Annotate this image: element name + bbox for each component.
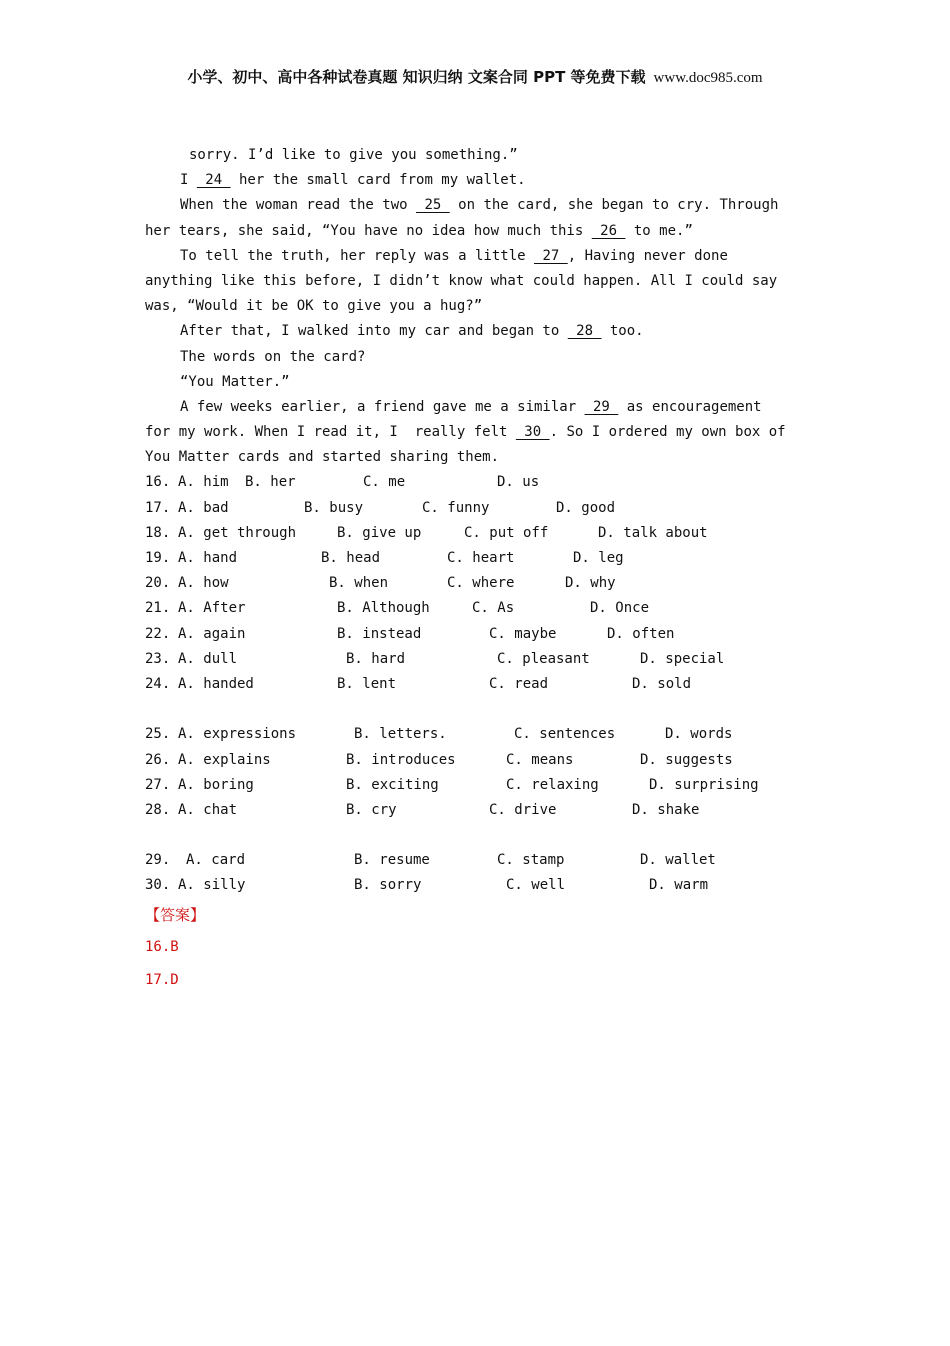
option-b: B. resume bbox=[354, 852, 430, 869]
option-b: B. instead bbox=[337, 625, 422, 642]
option-b: B. head bbox=[321, 550, 381, 566]
option-b: B. busy bbox=[304, 499, 364, 516]
blank-30: 30 bbox=[515, 424, 550, 441]
spacer bbox=[145, 697, 825, 722]
question-row-25 bbox=[145, 722, 825, 747]
option-c: C. me bbox=[363, 474, 406, 491]
option-b: B. letters. bbox=[354, 726, 447, 743]
passage-line: her tears, she said, “You have no idea how much this 26 to me.” bbox=[145, 222, 693, 239]
blank-26: 26 bbox=[591, 222, 626, 239]
blank-25: 25 bbox=[416, 197, 450, 214]
question-row-21 bbox=[145, 596, 825, 621]
option-c: C. drive bbox=[489, 801, 557, 818]
option-a: A. After bbox=[178, 600, 246, 617]
option-c: C. maybe bbox=[489, 625, 557, 642]
option-a: A. boring bbox=[178, 776, 254, 793]
option-c: C. relaxing bbox=[506, 776, 599, 793]
passage-line: You Matter cards and started sharing them. bbox=[145, 449, 500, 466]
question-row-20 bbox=[145, 571, 825, 596]
page-header bbox=[0, 66, 950, 87]
question-row-28 bbox=[145, 798, 825, 823]
option-c: C. pleasant bbox=[497, 650, 590, 667]
question-number: 24. bbox=[145, 675, 171, 692]
passage-line: After that, I walked into my car and began to 28 too. bbox=[180, 323, 644, 340]
option-b: B. cry bbox=[346, 801, 397, 818]
answer-title: 【答案】 bbox=[145, 905, 206, 924]
option-d: D. talk about bbox=[598, 524, 708, 541]
option-b: B. sorry bbox=[354, 877, 422, 894]
option-d: D. special bbox=[640, 650, 725, 667]
header-title: 小学、初中、高中各种试卷真题 知识归纳 文案合同 PPT 等免费下载 bbox=[187, 68, 646, 86]
question-number: 29. bbox=[145, 852, 171, 869]
option-a: A. expressions bbox=[178, 726, 297, 743]
question-number: 25. bbox=[145, 726, 171, 743]
option-b: B. exciting bbox=[346, 776, 439, 793]
question-row-17 bbox=[145, 496, 825, 521]
option-c: C. well bbox=[506, 877, 566, 894]
option-d: D. why bbox=[565, 575, 616, 592]
question-number: 16. bbox=[145, 474, 171, 491]
question-number: 17. bbox=[145, 499, 171, 516]
question-row-23 bbox=[145, 647, 825, 672]
option-a: A. dull bbox=[178, 650, 238, 667]
option-d: D. us bbox=[497, 474, 540, 491]
option-c: C. As bbox=[472, 600, 515, 617]
option-a: A. him bbox=[178, 474, 229, 491]
question-row-29 bbox=[145, 848, 825, 873]
option-a: A. hand bbox=[178, 550, 238, 566]
question-number: 26. bbox=[145, 751, 171, 768]
option-b: B. lent bbox=[337, 675, 397, 692]
passage-line: I 24 her the small card from my wallet. bbox=[180, 172, 526, 189]
option-d: D. wallet bbox=[640, 852, 716, 869]
passage-line: The words on the card? bbox=[180, 348, 366, 365]
question-row-24 bbox=[145, 672, 825, 697]
passage bbox=[145, 143, 825, 470]
question-number: 28. bbox=[145, 801, 171, 818]
passage-line: was, “Would it be OK to give you a hug?” bbox=[145, 298, 483, 315]
passage-line: A few weeks earlier, a friend gave me a similar 29 as encouragement bbox=[180, 398, 762, 415]
question-number: 27. bbox=[145, 776, 171, 793]
option-d: D. warm bbox=[649, 877, 709, 894]
question-number: 19. bbox=[145, 550, 171, 566]
option-d: D. shake bbox=[632, 801, 700, 818]
question-row-16 bbox=[145, 470, 825, 495]
option-c: C. sentences bbox=[514, 726, 616, 743]
question-row-18 bbox=[145, 521, 825, 546]
question-row-27 bbox=[145, 773, 825, 798]
option-d: D. often bbox=[607, 625, 675, 642]
question-number: 23. bbox=[145, 650, 171, 667]
question-number: 18. bbox=[145, 524, 171, 541]
option-b: B. give up bbox=[337, 524, 422, 541]
question-number: 30. bbox=[145, 877, 171, 894]
option-a: A. silly bbox=[178, 877, 246, 894]
option-d: D. good bbox=[556, 499, 616, 516]
passage-line: To tell the truth, her reply was a little 27 , Having never done bbox=[180, 247, 728, 264]
question-row-22 bbox=[145, 622, 825, 647]
blank-28: 28 bbox=[567, 323, 602, 340]
header-url[interactable]: www.doc985.com bbox=[653, 70, 763, 86]
option-d: D. surprising bbox=[649, 776, 759, 793]
question-row-19 bbox=[145, 546, 825, 571]
passage-line: anything like this before, I didn’t know what could happen. All I could say bbox=[145, 272, 778, 289]
passage-line: “You Matter.” bbox=[180, 373, 290, 390]
option-c: C. where bbox=[447, 575, 515, 592]
option-a: A. again bbox=[178, 625, 246, 642]
option-a: A. card bbox=[186, 852, 246, 869]
option-c: C. means bbox=[506, 751, 574, 768]
question-list bbox=[145, 470, 825, 898]
option-b: B. introduces bbox=[346, 751, 456, 768]
spacer bbox=[145, 823, 825, 848]
option-a: A. chat bbox=[178, 801, 238, 818]
blank-24: 24 bbox=[196, 172, 231, 189]
blank-29: 29 bbox=[584, 398, 619, 415]
option-a: A. handed bbox=[178, 675, 254, 692]
question-number: 22. bbox=[145, 625, 171, 642]
option-c: C. heart bbox=[447, 550, 515, 566]
option-c: C. funny bbox=[422, 499, 490, 516]
question-number: 21. bbox=[145, 600, 171, 617]
passage-line: sorry. I’d like to give you something.” bbox=[189, 147, 518, 163]
option-b: B. her bbox=[245, 474, 296, 491]
option-d: D. Once bbox=[590, 600, 650, 617]
option-d: D. suggests bbox=[640, 751, 733, 768]
answer-section bbox=[145, 899, 825, 997]
option-d: D. words bbox=[665, 726, 733, 743]
option-a: A. get through bbox=[178, 524, 297, 541]
option-c: C. stamp bbox=[497, 852, 565, 869]
answer-17: 17.D bbox=[145, 971, 179, 988]
passage-line: When the woman read the two 25 on the card, she began to cry. Through bbox=[180, 197, 779, 214]
option-d: D. sold bbox=[632, 675, 692, 692]
option-c: C. put off bbox=[464, 524, 549, 541]
option-b: B. Although bbox=[337, 600, 430, 617]
option-b: B. hard bbox=[346, 650, 406, 667]
option-d: D. leg bbox=[573, 550, 624, 566]
blank-27: 27 bbox=[534, 247, 568, 264]
question-number: 20. bbox=[145, 575, 171, 592]
passage-line: for my work. When I read it, I really felt 30 . So I ordered my own box of bbox=[145, 424, 786, 441]
option-a: A. how bbox=[178, 575, 229, 592]
document-body bbox=[145, 143, 825, 997]
answer-16: 16.B bbox=[145, 938, 179, 955]
question-row-30 bbox=[145, 873, 825, 898]
option-b: B. when bbox=[329, 575, 389, 592]
option-a: A. bad bbox=[178, 499, 229, 516]
question-row-26 bbox=[145, 748, 825, 773]
option-a: A. explains bbox=[178, 751, 271, 768]
option-c: C. read bbox=[489, 675, 549, 692]
